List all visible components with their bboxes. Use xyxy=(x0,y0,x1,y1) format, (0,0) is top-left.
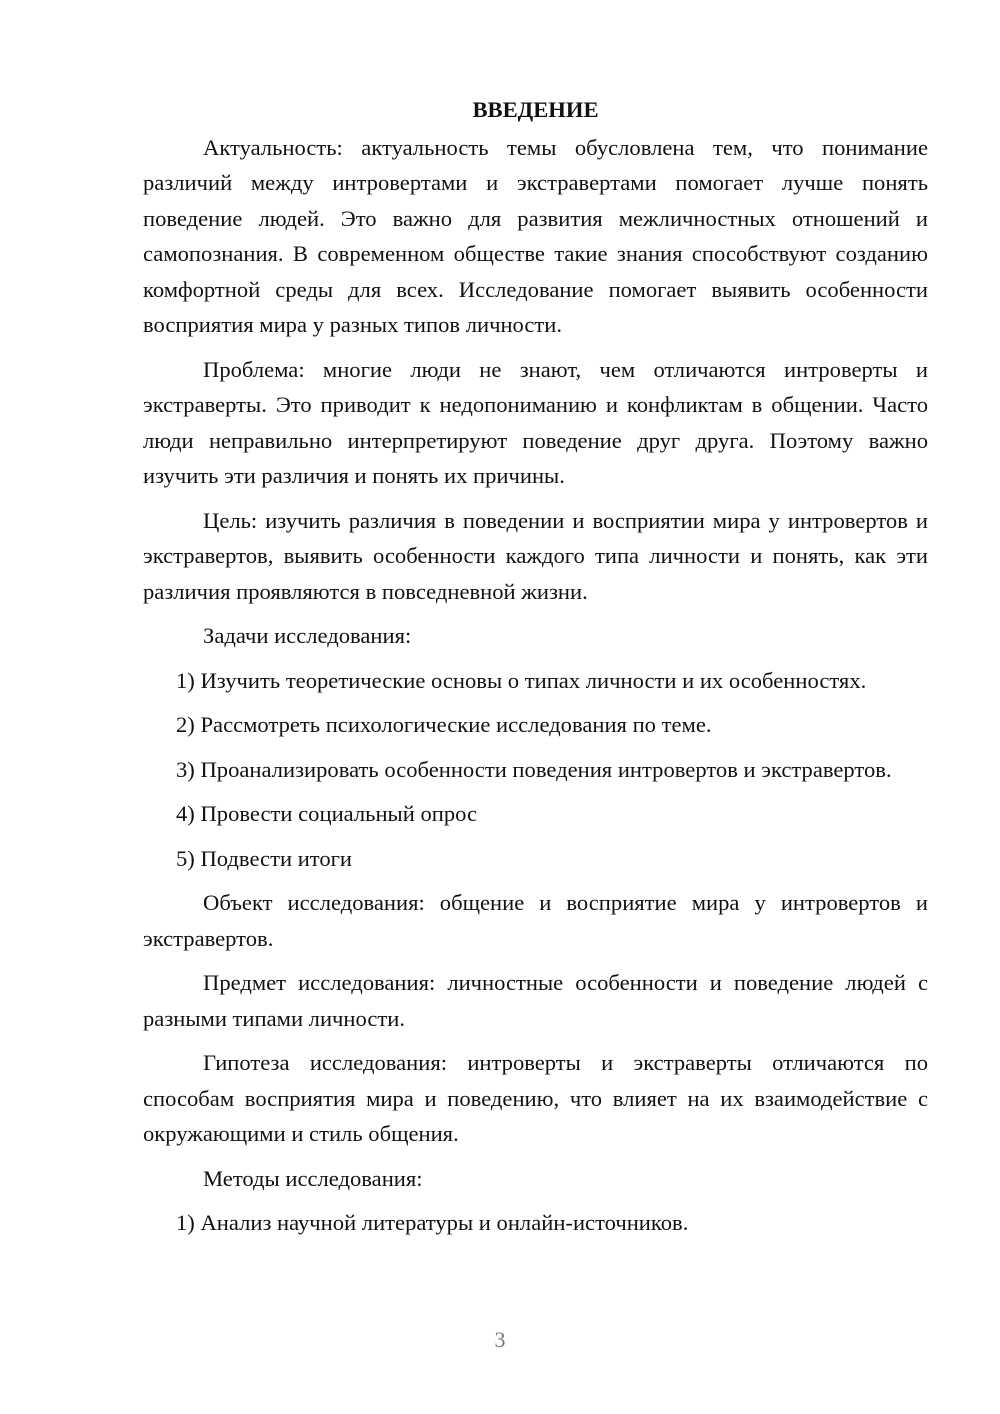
task-item: 5) Подвести итоги xyxy=(176,845,353,871)
method-item: 1) Анализ научной литературы и онлайн-источников. xyxy=(176,1210,689,1235)
task-item: 3) Проанализировать особенности поведения интровертов и экстравертов. xyxy=(176,756,892,782)
subject-paragraph: Предмет исследования: личностные особенности и поведение людей с разными типами личности. xyxy=(143,970,928,1031)
problem-paragraph: Проблема: многие люди не знают, чем отличаются интроверты и экстраверты. Это приводит к недопониманию и конфликтам в общении. Часто люди неправильно интерпретируют поведение друг друга. Поэтому важно изучить эти различия и понять их причины. xyxy=(143,356,928,488)
task-item: 4) Провести социальный опрос xyxy=(176,801,478,826)
task-item: 2) Рассмотреть психологические исследования по теме. xyxy=(176,712,712,737)
page-number: 3 xyxy=(494,1327,506,1352)
relevance-paragraph: Актуальность: актуальность темы обусловлена тем, что понимание различий между интровертами и экстравертами помогает лучше понять поведение людей. Это важно для развития межличностных отношений и самопознания. В современном обществе такие знания способствуют созданию комфортной среды для всех. Исследование помогает выявить особенности восприятия мира у разных типов личности. xyxy=(143,134,928,337)
tasks-heading: Задачи исследования: xyxy=(203,623,412,648)
section-title: ВВЕДЕНИЕ xyxy=(472,97,599,122)
page-content xyxy=(143,92,928,1250)
object-paragraph: Объект исследования: общение и восприятие мира у интровертов и экстравертов. xyxy=(143,890,928,951)
hypothesis-paragraph: Гипотеза исследования: интроверты и экстраверты отличаются по способам восприятия мира и поведению, что влияет на их взаимодействие с окружающими и стиль общения. xyxy=(143,1050,928,1146)
goal-paragraph: Цель: изучить различия в поведении и восприятии мира у интровертов и экстравертов, выявить особенности каждого типа личности и понять, как эти различия проявляются в повседневной жизни. xyxy=(143,507,928,604)
task-item: 1) Изучить теоретические основы о типах личности и их особенностях. xyxy=(176,667,867,693)
methods-heading: Методы исследования: xyxy=(203,1165,423,1191)
